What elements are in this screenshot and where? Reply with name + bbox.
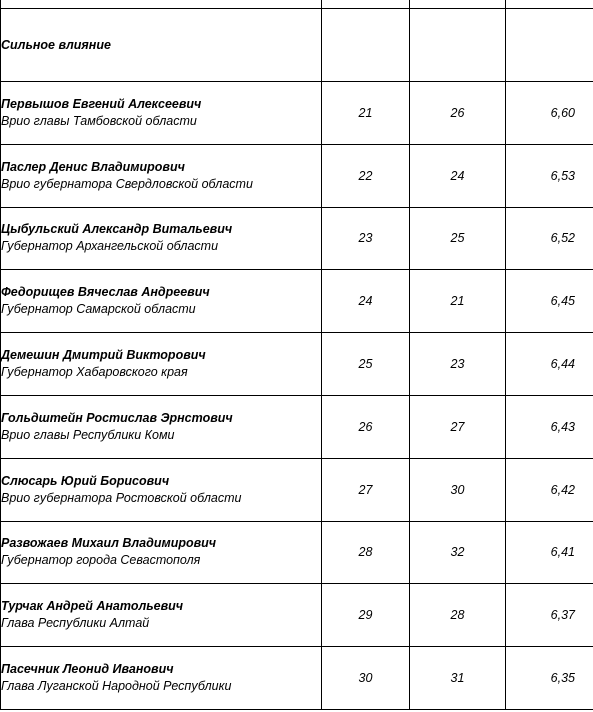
- rank-previous: 31: [410, 647, 506, 710]
- rank-previous: 23: [410, 333, 506, 396]
- rank-previous: 30: [410, 458, 506, 521]
- table-row: [1, 458, 593, 521]
- person-post: Губернатор Хабаровского края: [1, 365, 188, 380]
- person-name: Развожаев Михаил Владимирович: [1, 536, 217, 551]
- person-name: Цыбульский Александр Витальевич: [1, 222, 233, 237]
- table-row: [1, 521, 593, 584]
- influence-score: 6,53: [506, 144, 593, 207]
- person-cell: [1, 207, 322, 270]
- rank-previous: 24: [410, 144, 506, 207]
- rank-previous: 27: [410, 395, 506, 458]
- person-post: Врио губернатора Ростовской области: [1, 490, 242, 505]
- top-cell-name: [1, 0, 322, 9]
- table-row: [1, 584, 593, 647]
- rank-current: 22: [322, 144, 410, 207]
- influence-score: 6,41: [506, 521, 593, 584]
- person-post: Губернатор Самарской области: [1, 302, 196, 317]
- person-cell: [1, 395, 322, 458]
- person-name: Первышов Евгений Алексеевич: [1, 96, 202, 111]
- person-post: Врио губернатора Свердловской области: [1, 176, 253, 191]
- influence-score: 6,45: [506, 270, 593, 333]
- influence-score: 6,42: [506, 458, 593, 521]
- person-cell: [1, 82, 322, 145]
- person-post: Глава Луганской Народной Республики: [1, 679, 232, 694]
- rank-previous: 32: [410, 521, 506, 584]
- table-row: [1, 395, 593, 458]
- person-cell: [1, 333, 322, 396]
- person-name: Слюсарь Юрий Борисович: [1, 473, 170, 488]
- section-header-row: [1, 9, 593, 82]
- rank-current: 26: [322, 395, 410, 458]
- rank-current: 28: [322, 521, 410, 584]
- table-row: [1, 647, 593, 710]
- rank-current: 29: [322, 584, 410, 647]
- table-row: [1, 207, 593, 270]
- person-post: Глава Республики Алтай: [1, 616, 150, 631]
- person-post: Врио главы Тамбовской области: [1, 113, 197, 128]
- person-cell: [1, 647, 322, 710]
- person-name: Гольдштейн Ростислав Эрнстович: [1, 410, 233, 425]
- influence-score: 6,52: [506, 207, 593, 270]
- influence-score: 6,43: [506, 395, 593, 458]
- top-cell-col-4: [506, 0, 593, 9]
- rank-previous: 28: [410, 584, 506, 647]
- influence-score: 6,35: [506, 647, 593, 710]
- person-cell: [1, 584, 322, 647]
- rank-current: 27: [322, 458, 410, 521]
- rank-current: 25: [322, 333, 410, 396]
- person-post: Врио главы Республики Коми: [1, 427, 175, 442]
- section-cell-col-4: [506, 9, 593, 82]
- rank-current: 23: [322, 207, 410, 270]
- person-name: Турчак Андрей Анатольевич: [1, 599, 184, 614]
- person-post: Губернатор Архангельской области: [1, 239, 219, 254]
- top-cell-col-2: [322, 0, 410, 9]
- person-cell: [1, 521, 322, 584]
- table-row: [1, 270, 593, 333]
- rank-current: 21: [322, 82, 410, 145]
- influence-score: 6,60: [506, 82, 593, 145]
- person-name: Демешин Дмитрий Викторович: [1, 348, 206, 363]
- table-row: [1, 333, 593, 396]
- rank-previous: 25: [410, 207, 506, 270]
- section-cell-col-3: [410, 9, 506, 82]
- influence-score: 6,44: [506, 333, 593, 396]
- person-name: Пасечник Леонид Иванович: [1, 662, 174, 677]
- influence-score: 6,37: [506, 584, 593, 647]
- rank-current: 30: [322, 647, 410, 710]
- person-cell: [1, 458, 322, 521]
- rank-previous: 21: [410, 270, 506, 333]
- top-cell-col-3: [410, 0, 506, 9]
- table-row: [1, 82, 593, 145]
- rank-current: 24: [322, 270, 410, 333]
- rating-table-body: [1, 0, 593, 709]
- person-post: Губернатор города Севастополя: [1, 553, 201, 568]
- person-name: Федорищев Вячеслав Андреевич: [1, 285, 210, 300]
- rank-previous: 26: [410, 82, 506, 145]
- person-cell: [1, 270, 322, 333]
- person-name: Паслер Денис Владимирович: [1, 159, 185, 174]
- section-cell-col-2: [322, 9, 410, 82]
- section-title: Сильное влияние: [1, 9, 322, 82]
- table-row: [1, 144, 593, 207]
- table-top-row: [1, 0, 593, 9]
- person-cell: [1, 144, 322, 207]
